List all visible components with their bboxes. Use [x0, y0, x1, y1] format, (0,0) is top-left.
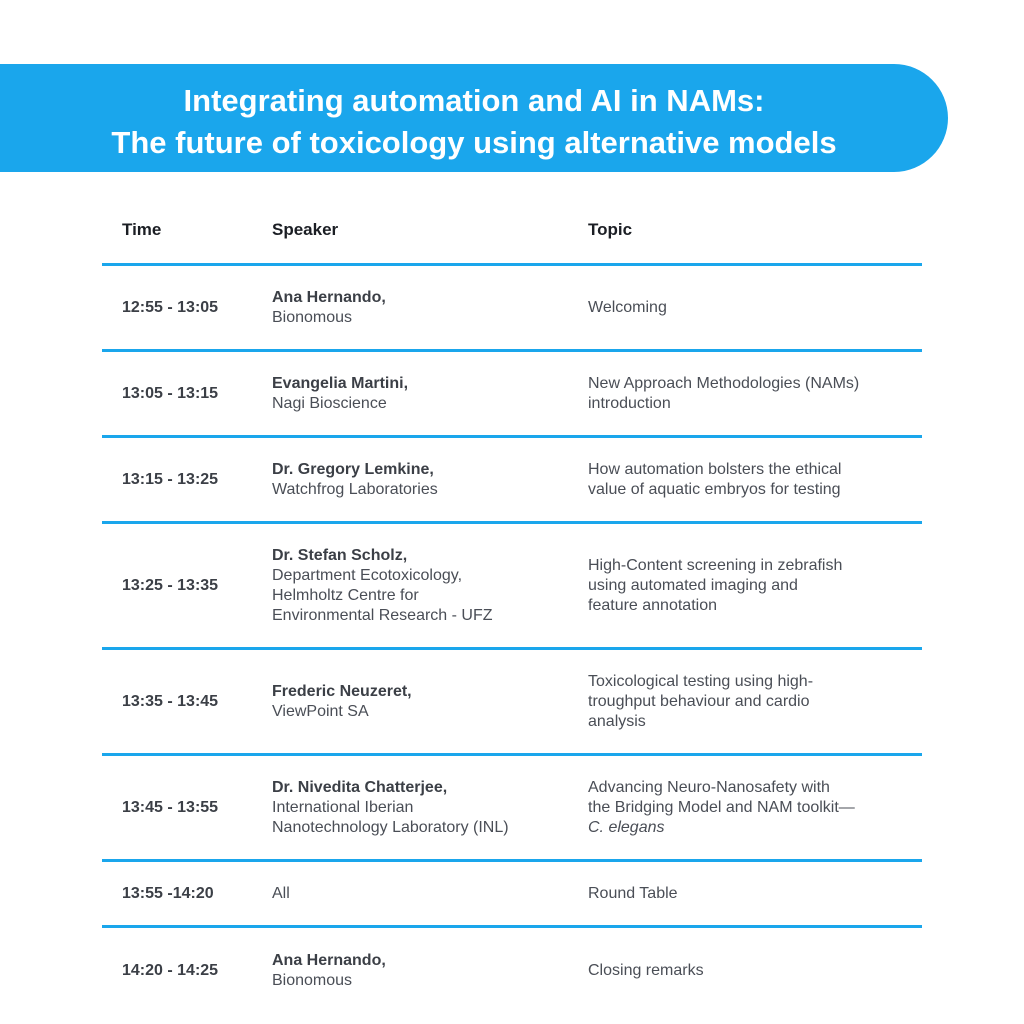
speaker-cell — [272, 884, 572, 904]
speaker-name: Ana Hernando, — [272, 952, 386, 969]
session-time: 13:45 - 13:55 — [122, 798, 219, 816]
speaker-cell — [272, 778, 572, 838]
speaker-affiliation: Bionomous — [272, 308, 353, 326]
speaker-name: Dr. Gregory Lemkine, — [272, 460, 434, 478]
topic-text: Advancing Neuro-Nanosafety with — [588, 778, 830, 796]
topic-text: using automated imaging and — [588, 576, 798, 594]
speaker-cell — [272, 374, 572, 414]
speaker-affiliation: ViewPoint SA — [272, 702, 369, 720]
topic-cell — [588, 778, 918, 838]
speaker-name: Dr. Stefan Scholz, — [272, 546, 408, 564]
topic-text: analysis — [588, 712, 646, 730]
header-topic: Topic — [588, 220, 633, 239]
topic-text: How automation bolsters the ethical — [588, 460, 842, 478]
speaker-affiliation: Watchfrog Laboratories — [272, 480, 438, 498]
header-time: Time — [122, 220, 162, 239]
schedule-table — [102, 206, 922, 1014]
session-time: 13:15 - 13:25 — [122, 470, 219, 488]
table-row — [102, 524, 922, 650]
table-row — [102, 862, 922, 928]
header-speaker: Speaker — [272, 220, 339, 239]
topic-text: value of aquatic embryos for testing — [588, 480, 841, 498]
table-row — [102, 352, 922, 438]
topic-text-italic: C. elegans — [588, 818, 665, 836]
speaker-cell — [272, 288, 572, 328]
topic-cell — [588, 374, 918, 414]
topic-text: feature annotation — [588, 596, 717, 614]
table-row — [102, 928, 922, 1014]
topic-text: troughput behaviour and cardio — [588, 692, 810, 710]
banner-title-line-1: Integrating automation and AI in NAMs: — [183, 83, 765, 118]
topic-cell — [588, 961, 918, 981]
speaker-cell — [272, 460, 572, 500]
session-time: 12:55 - 13:05 — [122, 298, 219, 316]
topic-text: Closing remarks — [588, 962, 704, 979]
banner-title-line-2: The future of toxicology using alternative models — [111, 125, 837, 160]
speaker-name: Dr. Nivedita Chatterjee, — [272, 778, 448, 796]
speaker-name: Frederic Neuzeret, — [272, 682, 412, 700]
topic-text: Toxicological testing using high- — [588, 672, 814, 690]
speaker-cell — [272, 546, 572, 626]
speaker-plain: All — [272, 884, 290, 902]
session-time: 13:05 - 13:15 — [122, 384, 219, 402]
speaker-affiliation: Department Ecotoxicology, — [272, 566, 463, 584]
speaker-cell — [272, 951, 572, 991]
topic-text: High-Content screening in zebrafish — [588, 556, 843, 574]
topic-text: the Bridging Model and NAM toolkit— — [588, 798, 855, 816]
topic-text: Welcoming — [588, 298, 667, 316]
topic-cell — [588, 298, 918, 318]
speaker-affiliation: Nanotechnology Laboratory (INL) — [272, 818, 509, 836]
speaker-name: Ana Hernando, — [272, 288, 386, 306]
table-row — [102, 266, 922, 352]
speaker-cell — [272, 682, 572, 722]
topic-cell — [588, 884, 918, 904]
session-time: 14:20 - 14:25 — [122, 962, 219, 979]
table-row — [102, 650, 922, 756]
topic-text: New Approach Methodologies (NAMs) — [588, 374, 860, 392]
table-row — [102, 438, 922, 524]
topic-cell — [588, 556, 918, 616]
speaker-affiliation: Environmental Research - UFZ — [272, 606, 493, 624]
speaker-affiliation: International Iberian — [272, 798, 414, 816]
topic-text: Round Table — [588, 884, 678, 902]
topic-cell — [588, 460, 918, 500]
speaker-affiliation: Bionomous — [272, 972, 353, 989]
speaker-affiliation: Nagi Bioscience — [272, 394, 387, 412]
speaker-affiliation: Helmholtz Centre for — [272, 586, 419, 604]
table-header — [102, 206, 922, 266]
session-time: 13:35 - 13:45 — [122, 692, 219, 710]
session-time: 13:25 - 13:35 — [122, 576, 219, 594]
topic-cell — [588, 672, 918, 732]
session-time: 13:55 -14:20 — [122, 884, 214, 902]
table-row — [102, 756, 922, 862]
speaker-name: Evangelia Martini, — [272, 374, 409, 392]
title-banner — [0, 64, 948, 172]
topic-text: introduction — [588, 394, 671, 412]
